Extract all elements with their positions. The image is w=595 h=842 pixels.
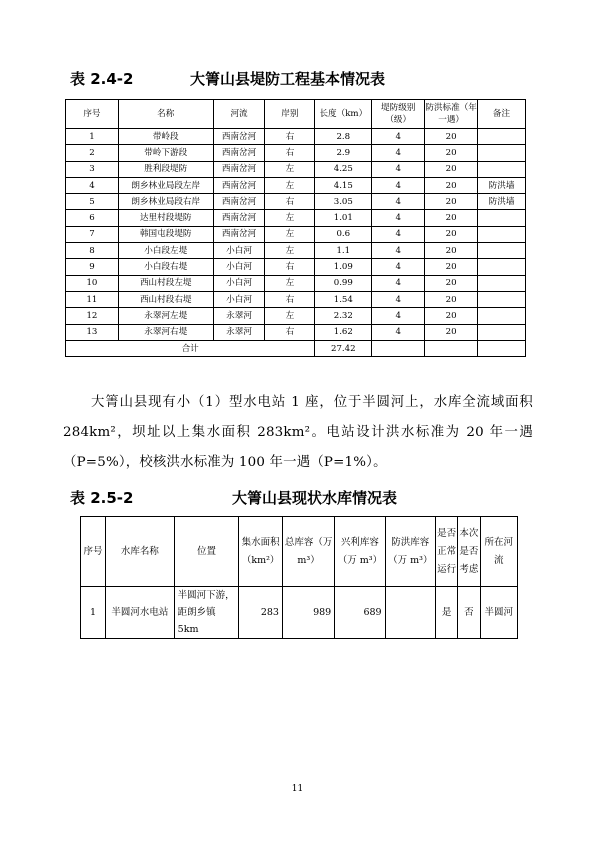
table-cell	[478, 275, 526, 291]
table-cell: 4.15	[315, 177, 372, 193]
table-cell: 1.09	[315, 259, 372, 275]
table-cell: 20	[425, 259, 478, 275]
table-cell: 4	[372, 291, 425, 307]
table-cell: 4	[372, 275, 425, 291]
table-cell: 20	[425, 243, 478, 259]
table2-header-cell: 是否正常运行	[435, 517, 457, 587]
table1-row	[66, 194, 526, 210]
table-cell: 防洪墙	[478, 177, 526, 193]
table-cell: 西南岔河	[213, 194, 265, 210]
table-cell	[372, 340, 425, 356]
table1-row	[66, 291, 526, 307]
table-cell: 小白河	[213, 291, 265, 307]
table-cell: 西南岔河	[213, 145, 265, 161]
table-cell: 3	[66, 161, 119, 177]
table-cell: 带岭段	[118, 129, 213, 145]
table-cell: 283	[239, 587, 283, 639]
table-cell: 带岭下游段	[118, 145, 213, 161]
table-cell: 左	[265, 177, 315, 193]
table-cell: 否	[458, 587, 480, 639]
table1-header-cell: 备注	[478, 100, 526, 129]
table-cell: 4	[372, 161, 425, 177]
table1-row	[66, 308, 526, 324]
table-cell: 2	[66, 145, 119, 161]
table2-header-cell: 所在河流	[480, 517, 517, 587]
table-cell: 20	[425, 308, 478, 324]
table-cell: 0.99	[315, 275, 372, 291]
table-cell: 4	[372, 243, 425, 259]
table-cell: 4	[372, 226, 425, 242]
table-cell: 韩国屯段堤防	[118, 226, 213, 242]
table1-row	[66, 324, 526, 340]
table-cell: 半圆河	[480, 587, 517, 639]
table1-row	[66, 145, 526, 161]
table-cell	[478, 291, 526, 307]
table-cell: 20	[425, 129, 478, 145]
table-cell: 西南岔河	[213, 226, 265, 242]
table2-row	[81, 587, 518, 639]
table1-row	[66, 177, 526, 193]
table1-header-cell: 名称	[118, 100, 213, 129]
table-cell: 达里村段堤防	[118, 210, 213, 226]
table-cell: 永翠河	[213, 324, 265, 340]
table-cell: 6	[66, 210, 119, 226]
table-cell: 20	[425, 324, 478, 340]
table-cell: 半圆河下游，距朗乡镇 5km	[174, 587, 239, 639]
table-cell: 2.32	[315, 308, 372, 324]
table1-header-cell: 防洪标准（年一遇）	[425, 100, 478, 129]
table1-title: 大箐山县堤防工程基本情况表	[190, 70, 386, 88]
table-cell: 右	[265, 129, 315, 145]
table-cell: 4	[372, 194, 425, 210]
table1-header-cell: 岸别	[265, 100, 315, 129]
table-cell	[385, 587, 435, 639]
table-cell: 10	[66, 275, 119, 291]
table-cell	[478, 145, 526, 161]
table-cell: 1.01	[315, 210, 372, 226]
table-cell: 11	[66, 291, 119, 307]
table-cell: 12	[66, 308, 119, 324]
reservoir-table	[80, 516, 518, 639]
table-cell: 20	[425, 210, 478, 226]
table-cell: 西山村段左堤	[118, 275, 213, 291]
table1-row	[66, 210, 526, 226]
table-cell	[425, 340, 478, 356]
table-cell: 1.54	[315, 291, 372, 307]
table-cell: 1.1	[315, 243, 372, 259]
table-cell: 4.25	[315, 161, 372, 177]
table-cell: 4	[372, 308, 425, 324]
table2-header-cell: 兴利库容（万 m³）	[335, 517, 385, 587]
table-cell: 左	[265, 226, 315, 242]
table-cell: 小白段左堤	[118, 243, 213, 259]
table-cell: 689	[335, 587, 385, 639]
table2-header-cell: 集水面积（km²）	[239, 517, 283, 587]
table-cell: 1	[81, 587, 106, 639]
table-cell: 5	[66, 194, 119, 210]
embankment-table	[65, 99, 526, 357]
table-cell: 8	[66, 243, 119, 259]
table1-header-cell: 堤防级别（级）	[372, 100, 425, 129]
table-cell	[478, 243, 526, 259]
table-cell: 4	[372, 259, 425, 275]
table-cell: 小白段右堤	[118, 259, 213, 275]
table2-header-cell: 防洪库容（万 m³）	[385, 517, 435, 587]
table-cell: 右	[265, 145, 315, 161]
table-cell: 永翠河左堤	[118, 308, 213, 324]
table-cell: 7	[66, 226, 119, 242]
table-cell: 2.8	[315, 129, 372, 145]
table1-header-cell: 河流	[213, 100, 265, 129]
table-cell: 4	[372, 145, 425, 161]
table2-header-cell: 本次是否考虑	[458, 517, 480, 587]
table2-header-cell: 位置	[174, 517, 239, 587]
table-cell	[478, 226, 526, 242]
table-cell: 小白河	[213, 259, 265, 275]
table-cell: 左	[265, 210, 315, 226]
total-label: 合计	[66, 340, 315, 356]
table-cell: 朗乡林业局段右岸	[118, 194, 213, 210]
table1-row	[66, 129, 526, 145]
table2-header-cell: 序号	[81, 517, 106, 587]
table-cell: 右	[265, 259, 315, 275]
table1-row	[66, 259, 526, 275]
table-cell	[478, 324, 526, 340]
body-paragraph	[63, 388, 533, 478]
table-cell: 20	[425, 275, 478, 291]
table-cell: 20	[425, 161, 478, 177]
table-cell: 1.62	[315, 324, 372, 340]
table1-number: 表 2.4-2	[70, 70, 134, 88]
table-cell: 是	[435, 587, 457, 639]
table-cell: 防洪墙	[478, 194, 526, 210]
table1-row	[66, 226, 526, 242]
page-number: 11	[291, 784, 304, 794]
table-cell: 13	[66, 324, 119, 340]
table-cell: 西山村段右堤	[118, 291, 213, 307]
table-cell: 永翠河	[213, 308, 265, 324]
table-cell: 左	[265, 161, 315, 177]
table-cell: 左	[265, 243, 315, 259]
table-cell	[478, 161, 526, 177]
table-cell: 9	[66, 259, 119, 275]
table-cell: 0.6	[315, 226, 372, 242]
table-cell: 朗乡林业局段左岸	[118, 177, 213, 193]
table-cell: 西南岔河	[213, 161, 265, 177]
table-cell	[478, 308, 526, 324]
table1-total-row	[66, 340, 526, 356]
table-cell: 2.9	[315, 145, 372, 161]
table-cell: 20	[425, 226, 478, 242]
table1-row	[66, 161, 526, 177]
table-cell	[478, 129, 526, 145]
table-cell: 1	[66, 129, 119, 145]
total-length: 27.42	[315, 340, 372, 356]
table-cell: 左	[265, 275, 315, 291]
table-cell: 20	[425, 177, 478, 193]
table-cell: 4	[372, 129, 425, 145]
table-cell: 4	[66, 177, 119, 193]
table1-header-cell: 序号	[66, 100, 119, 129]
table-cell: 20	[425, 291, 478, 307]
table-cell: 20	[425, 194, 478, 210]
table-cell: 小白河	[213, 275, 265, 291]
table2-header-cell: 总库容（万 m³）	[282, 517, 334, 587]
table-cell: 永翠河右堤	[118, 324, 213, 340]
table-cell	[478, 340, 526, 356]
table-cell: 右	[265, 291, 315, 307]
table-cell: 4	[372, 210, 425, 226]
table-cell: 3.05	[315, 194, 372, 210]
table-cell: 右	[265, 324, 315, 340]
table-cell: 胜利段堤防	[118, 161, 213, 177]
table-cell: 4	[372, 177, 425, 193]
table-cell: 半圆河水电站	[106, 587, 175, 639]
table-cell: 右	[265, 194, 315, 210]
table1-row	[66, 275, 526, 291]
table1-header-row	[66, 100, 526, 129]
table2-number: 表 2.5-2	[70, 489, 134, 507]
table-cell: 左	[265, 308, 315, 324]
table-cell: 小白河	[213, 243, 265, 259]
table-cell: 西南岔河	[213, 129, 265, 145]
table-cell	[478, 259, 526, 275]
table-cell: 4	[372, 324, 425, 340]
table2-header-row	[81, 517, 518, 587]
table1-body	[66, 129, 526, 341]
table-cell: 989	[282, 587, 334, 639]
table-cell: 西南岔河	[213, 210, 265, 226]
table2-header-cell: 水库名称	[106, 517, 175, 587]
table-cell	[478, 210, 526, 226]
table2-title: 大箐山县现状水库情况表	[232, 489, 398, 507]
table-cell: 西南岔河	[213, 177, 265, 193]
table-cell: 20	[425, 145, 478, 161]
table1-row	[66, 243, 526, 259]
paragraph-text: 大箐山县现有小（1）型水电站 1 座，位于半圆河上，水库全流域面积 284km²，坝址以上集水面积 283km²。电站设计洪水标准为 20 年一遇（P=5%），校核洪水标准为 100 年一遇（P=1%）。	[63, 395, 533, 470]
table1-header-cell: 长度（km）	[315, 100, 372, 129]
